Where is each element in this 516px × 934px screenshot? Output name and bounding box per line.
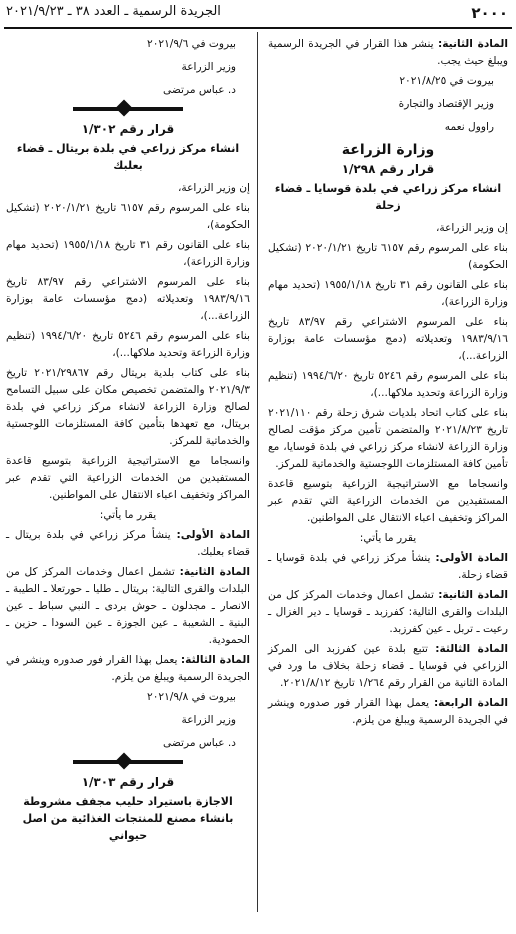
legal-basis-paragraph: بناء على المرسوم رقم ٥٢٤٦ تاريخ ١٩٩٤/٦/٢٠ (تنظيم وزارة الزراعة وتحديد ملاكها...)، bbox=[6, 330, 250, 359]
page-header bbox=[0, 0, 516, 26]
page-number: ٢٠٠٠ bbox=[471, 4, 508, 22]
legal-basis-paragraph: بناء على القانون رقم ٣١ تاريخ ١٩٥٥/١/١٨ (تحديد مهام وزارة الزراعة)، bbox=[268, 279, 508, 308]
legal-basis-paragraph: بناء على كتاب بلدية بريتال رقم ٢٠٢١/٢٩٨٦٧ تاريخ ٢٠٢١/٩/٣ والمتضمن تخصيص مكان على سبيل التسامح لصالح وزارة الزراعة لانشاء مركز زراعي في بلدة بريتال، مع تعهدها بتأمين كافة المستلزمات اللوجستية والخدماتية للمركز. bbox=[6, 367, 250, 447]
article-label: المادة الثانية: bbox=[438, 38, 508, 50]
article-label: المادة الثالثة: bbox=[180, 654, 250, 666]
header-divider bbox=[4, 27, 512, 29]
legal-basis-paragraph: بناء على المرسوم رقم ٥٢٤٦ تاريخ ١٩٩٤/٦/٢٠ (تنظيم وزارة الزراعة وتحديد ملاكها...)، bbox=[268, 370, 508, 399]
article-text: ينشر هذا القرار في الجريدة الرسمية ويبلغ حيث يجب. bbox=[268, 38, 508, 67]
decision-number: قرار رقم ١/٣٠٣ bbox=[81, 775, 175, 789]
article-text: يعمل بهذا القرار فور صدوره وينشر في الجريدة الرسمية ويبلغ من يلزم. bbox=[268, 697, 508, 726]
article-paragraph bbox=[268, 36, 508, 70]
article-text: تشمل اعمال وخدمات المركز كل من البلدات والقرى التالية: كفرزبد ـ قوسايا ـ دير الغزال ـ رعيت ـ تربل ـ عين كفرزبد. bbox=[268, 589, 508, 635]
article-text: تتبع بلدة عين كفرزبد الى المركز الزراعي في قوسايا ـ قضاء زحلة بخلاف ما ورد في المادة الثانية من القرار رقم ١/٢٦٤ تاريخ ٢٠٢١/٨/١٢. bbox=[268, 643, 508, 689]
right-column bbox=[268, 36, 508, 732]
decision-number: قرار رقم ١/٣٠٢ bbox=[81, 122, 175, 136]
column-divider bbox=[257, 32, 258, 912]
article-label: المادة الرابعة: bbox=[433, 697, 508, 709]
signature-role: وزير الزراعة bbox=[181, 714, 236, 726]
gazette-title: الجريدة الرسمية ـ العدد ٣٨ ـ ٢٠٢١/٩/٢٣ bbox=[6, 4, 221, 19]
article-paragraph bbox=[268, 695, 508, 729]
ministry-title: وزارة الزراعة bbox=[341, 142, 435, 158]
decides-line: يقرر ما يأتي: bbox=[99, 509, 157, 521]
signature-role: وزير الزراعة bbox=[181, 61, 236, 73]
article-text: ينشأ مركز زراعي في بلدة قوسايا ـ قضاء زحلة. bbox=[268, 552, 508, 581]
article-text: ينشأ مركز زراعي في بلدة بريتال ـ قضاء بعلبك. bbox=[6, 529, 250, 558]
article-label: المادة الأولى: bbox=[435, 552, 508, 564]
signature-date: بيروت في ٢٠٢١/٨/٢٥ bbox=[399, 75, 494, 87]
article-label: المادة الثالثة: bbox=[435, 643, 508, 655]
article-label: المادة الثانية: bbox=[179, 566, 251, 578]
legal-basis-paragraph: بناء على القانون رقم ٣١ تاريخ ١٩٥٥/١/١٨ (تحديد مهام وزارة الزراعة)، bbox=[6, 239, 250, 268]
signature-date: بيروت في ٢٠٢١/٩/٨ bbox=[147, 691, 236, 703]
article-label: المادة الأولى: bbox=[176, 529, 251, 541]
signature-name: د. عباس مرتضى bbox=[163, 737, 236, 749]
decision-title: انشاء مركز زراعي في بلدة قوسايا ـ قضاء زحلة bbox=[274, 182, 502, 212]
signature-name: راوول نعمه bbox=[444, 121, 494, 133]
intro-line: إن وزير الزراعة، bbox=[178, 182, 250, 194]
decides-line: يقرر ما يأتي: bbox=[359, 532, 417, 544]
intro-line: إن وزير الزراعة، bbox=[436, 222, 508, 234]
article-paragraph bbox=[268, 587, 508, 638]
article-label: المادة الثانية: bbox=[438, 589, 508, 601]
legal-basis-paragraph: بناء على المرسوم الاشتراعي رقم ٨٣/٩٧ تاريخ ١٩٨٣/٩/١٦ وتعديلاته (دمج مؤسسات عامة بوزارة الزراعة...)، bbox=[6, 276, 250, 322]
article-paragraph bbox=[6, 527, 250, 561]
signature-role: وزير الإقتصاد والتجارة bbox=[398, 98, 494, 110]
decision-number: قرار رقم ١/٢٩٨ bbox=[341, 162, 435, 176]
legal-basis-paragraph: بناء على المرسوم رقم ٦١٥٧ تاريخ ٢٠٢٠/١/٢١ (تشكيل الحكومة)، bbox=[6, 202, 250, 231]
article-text: يعمل بهذا القرار فور صدوره وينشر في الجريدة الرسمية ويبلغ من يلزم. bbox=[6, 654, 250, 683]
section-divider-ornament bbox=[73, 760, 183, 764]
article-paragraph bbox=[268, 641, 508, 692]
legal-basis-paragraph: وانسجاما مع الاستراتيجية الزراعية بتوسيع قاعدة المستفيدين من الخدمات الزراعية التي تقدم عبر المراكز وتخفيف اعباء الانتقال على المواطنين. bbox=[6, 455, 250, 501]
legal-basis-paragraph: بناء على المرسوم رقم ٦١٥٧ تاريخ ٢٠٢٠/١/٢١ (تشكيل الحكومة) bbox=[268, 242, 508, 271]
section-divider-ornament bbox=[73, 107, 183, 111]
legal-basis-paragraph: بناء على كتاب اتحاد بلديات شرق زحلة رقم ٢٠٢١/١١٠ تاريخ ٢٠٢١/٨/٢٣ والمتضمن تأمين مركز مؤقت لصالح وزارة الزراعة لانشاء مركز زراعي في بلدة قوسايا، مع تأمين كافة المستلزمات اللوجستية والخدماتية للمركز. bbox=[268, 407, 508, 470]
signature-name: د. عباس مرتضى bbox=[163, 84, 236, 96]
article-paragraph bbox=[268, 550, 508, 584]
article-text: تشمل اعمال وخدمات المركز كل من البلدات والقرى التالية: بريتال ـ طليا ـ حورتعلا ـ الطيبة ـ الانصار ـ مجدلون ـ حوش بردى ـ النبي سباط ـ عين البنية ـ الشعيبة ـ عين الجوزة ـ عين السودا ـ حزين ـ الحمودية. bbox=[6, 566, 250, 646]
article-paragraph bbox=[6, 564, 250, 649]
signature-date: بيروت في ٢٠٢١/٩/٦ bbox=[147, 38, 236, 50]
article-paragraph bbox=[6, 652, 250, 686]
left-column bbox=[6, 36, 250, 850]
decision-title: انشاء مركز زراعي في بلدة بريتال ـ قضاء بعلبك bbox=[16, 142, 240, 172]
legal-basis-paragraph: بناء على المرسوم الاشتراعي رقم ٨٣/٩٧ تاريخ ١٩٨٣/٩/١٦ وتعديلاته (دمج مؤسسات عامة بوزارة الزراعة...)، bbox=[268, 316, 508, 362]
decision-title: الاجازة باستيراد حليب مجفف مشروطة بانشاء مصنع للمنتجات الغذائية من اصل حيواني bbox=[22, 795, 234, 842]
legal-basis-paragraph: وانسجاما مع الاستراتيجية الزراعية بتوسيع قاعدة المستفيدين من الخدمات الزراعية التي تقدم عبر المراكز وتخفيف اعباء الانتقال على المواطنين. bbox=[268, 478, 508, 524]
